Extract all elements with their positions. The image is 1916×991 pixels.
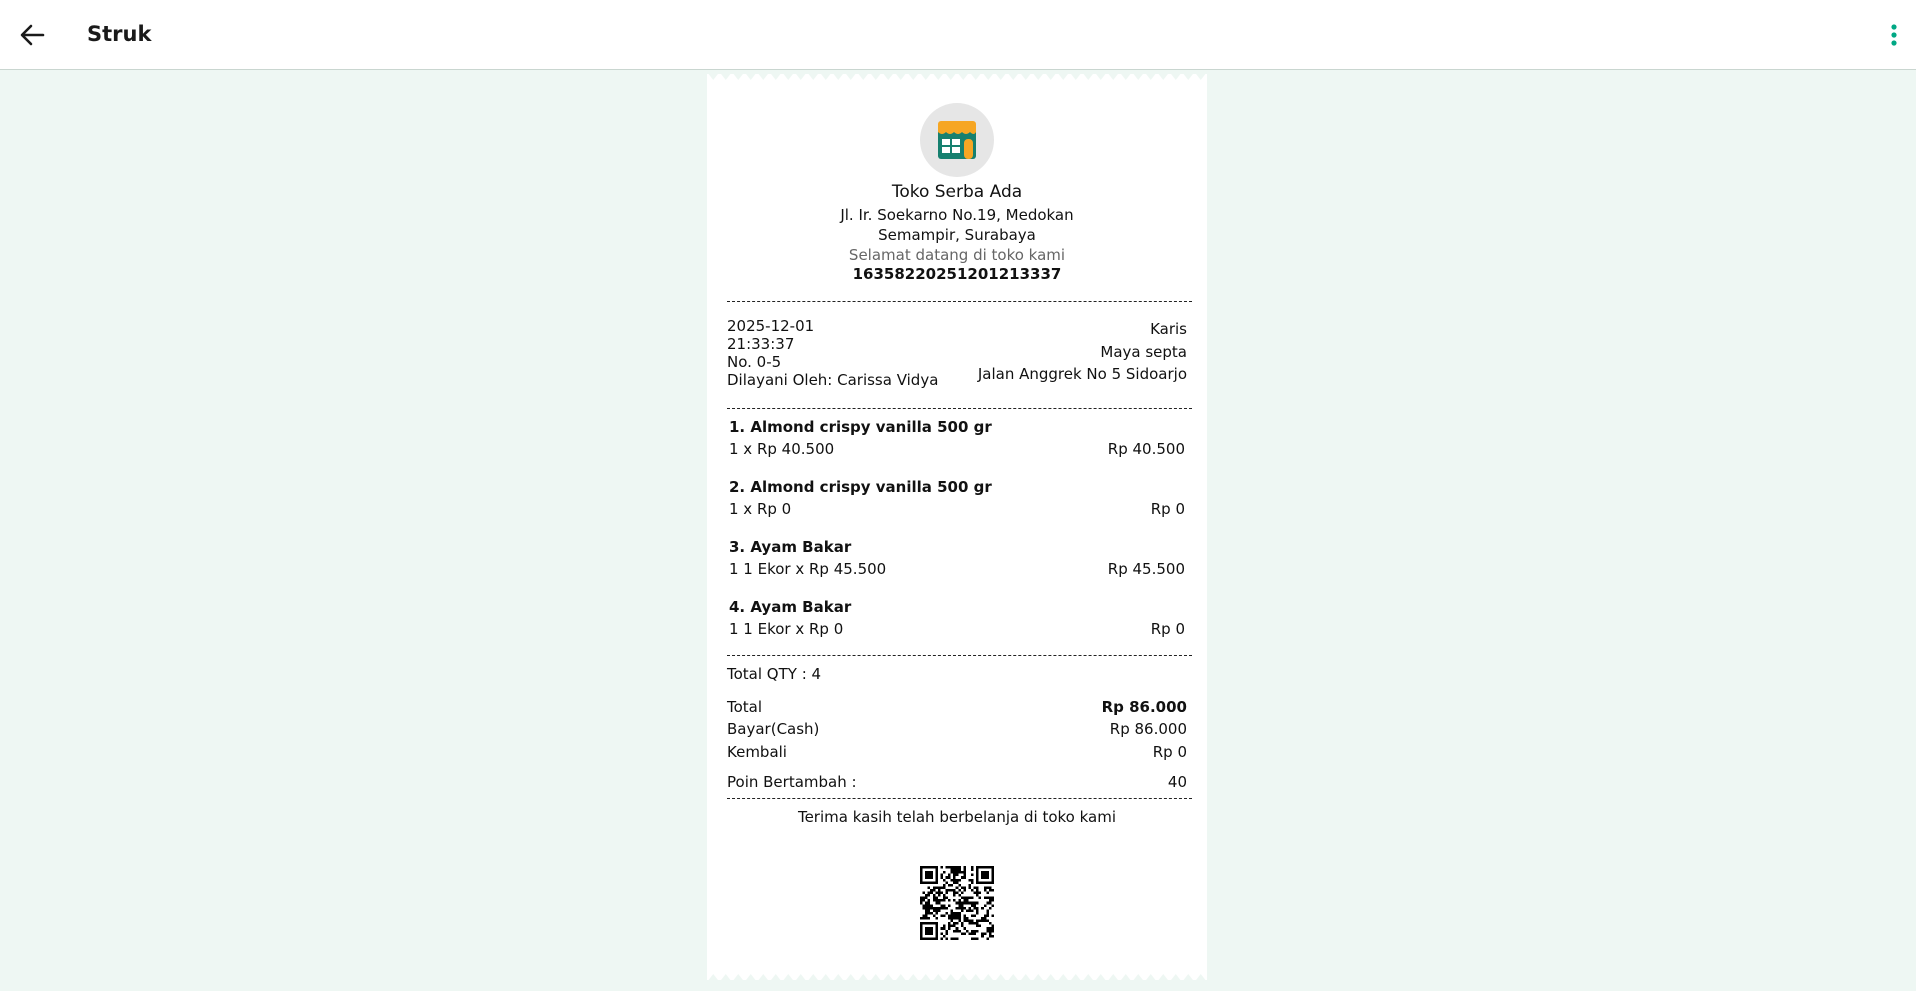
- paid-label: Bayar(Cash): [727, 720, 820, 738]
- divider: [727, 798, 1192, 799]
- customer-label: Karis: [1150, 320, 1187, 338]
- store-id: 16358220251201213337: [852, 265, 1062, 283]
- divider: [727, 408, 1192, 409]
- store-icon: [936, 119, 978, 161]
- item-subtotal: Rp 40.500: [1107, 440, 1185, 458]
- receipt-bottom-edge: [707, 972, 1207, 982]
- change-label: Kembali: [727, 743, 787, 761]
- item-name: 3. Ayam Bakar: [729, 538, 852, 556]
- item-qty-price: 1 1 Ekor x Rp 45.500: [729, 560, 887, 578]
- divider: [727, 655, 1192, 656]
- item-name: 2. Almond crispy vanilla 500 gr: [729, 478, 992, 496]
- item-subtotal: Rp 0: [1150, 620, 1185, 638]
- arrow-left-icon: [19, 24, 45, 46]
- item-subtotal: Rp 45.500: [1107, 560, 1185, 578]
- qr-code-icon: [920, 866, 994, 940]
- store-address-line2: Semampir, Surabaya: [878, 226, 1036, 244]
- customer-name: Maya septa: [1100, 343, 1187, 361]
- store-address-line1: Jl. Ir. Soekarno No.19, Medokan: [840, 206, 1074, 224]
- app-bar: [0, 0, 1916, 70]
- item-subtotal: Rp 0: [1150, 500, 1185, 518]
- customer-address: Jalan Anggrek No 5 Sidoarjo: [977, 365, 1187, 383]
- page-title: Struk: [87, 22, 152, 46]
- transaction-time: 21:33:37: [727, 335, 795, 353]
- transaction-date: 2025-12-01: [727, 317, 815, 335]
- more-vertical-icon: [1890, 23, 1898, 47]
- more-options-button[interactable]: [1884, 17, 1904, 53]
- item-name: 4. Ayam Bakar: [729, 598, 852, 616]
- points-value: 40: [1167, 773, 1187, 791]
- welcome-message: Selamat datang di toko kami: [848, 246, 1066, 264]
- transaction-number: No. 0-5: [727, 353, 782, 371]
- paid-value: Rp 86.000: [1109, 720, 1187, 738]
- divider: [727, 301, 1192, 302]
- total-label: Total: [727, 698, 763, 716]
- store-name: Toko Serba Ada: [891, 182, 1023, 202]
- total-value: Rp 86.000: [1101, 698, 1187, 716]
- served-by: Dilayani Oleh: Carissa Vidya: [727, 371, 939, 389]
- item-qty-price: 1 x Rp 0: [729, 500, 792, 518]
- receipt: [707, 74, 1207, 980]
- item-name: 1. Almond crispy vanilla 500 gr: [729, 418, 992, 436]
- thank-you-message: Terima kasih telah berbelanja di toko kami: [797, 808, 1117, 826]
- points-label: Poin Bertambah :: [727, 773, 857, 791]
- item-qty-price: 1 x Rp 40.500: [729, 440, 835, 458]
- store-logo: [920, 103, 994, 177]
- change-value: Rp 0: [1152, 743, 1187, 761]
- total-qty: Total QTY : 4: [727, 665, 822, 683]
- back-button[interactable]: [14, 17, 50, 53]
- receipt-top-edge: [707, 72, 1207, 82]
- item-qty-price: 1 1 Ekor x Rp 0: [729, 620, 844, 638]
